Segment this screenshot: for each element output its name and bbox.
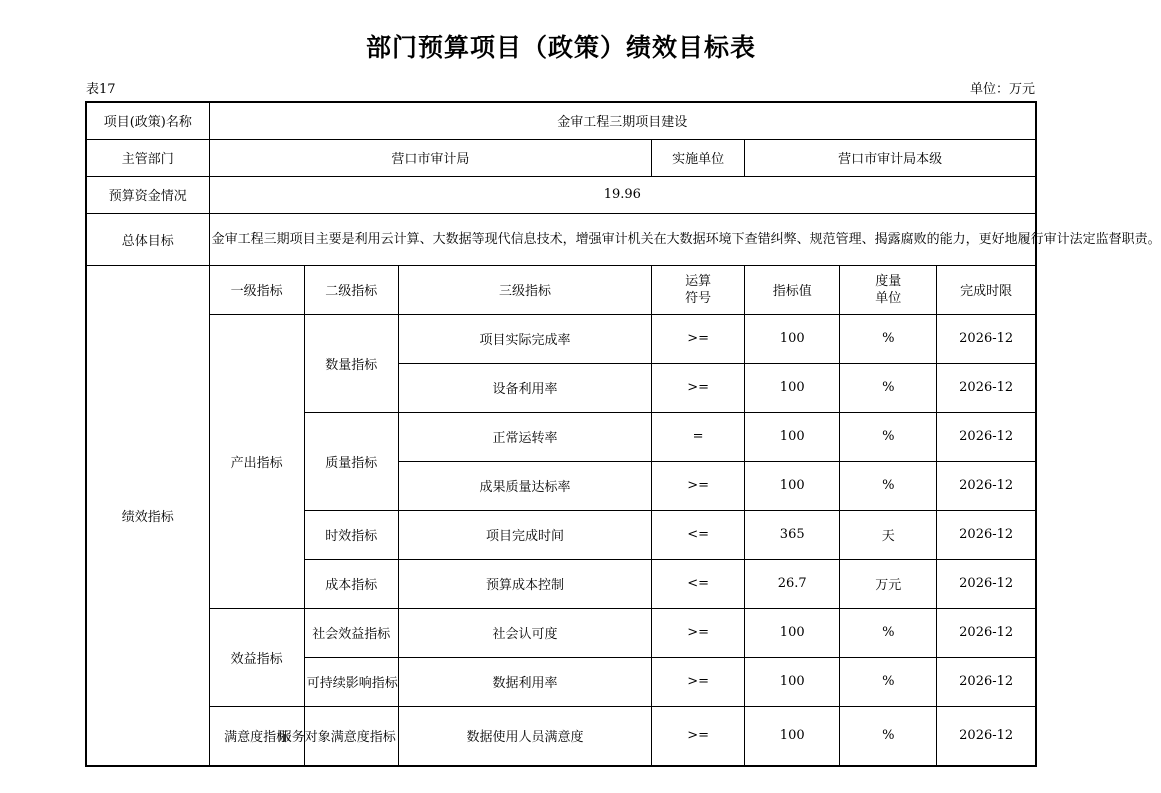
project-name-label: 项目(政策)名称: [86, 102, 209, 139]
dept-value: 营口市审计局: [209, 139, 651, 176]
group-service-label: 服务对象满意度指标: [278, 730, 396, 746]
header-unit: 度量 单位: [840, 265, 937, 314]
header-value: 指标值: [745, 265, 840, 314]
indicator-op: <=: [652, 559, 745, 608]
group-output: 产出指标: [209, 314, 304, 608]
table-row: [86, 706, 1036, 766]
budget-label: 预算资金情况: [86, 176, 209, 213]
indicator-name: 项目完成时间: [398, 510, 651, 559]
budget-row: [86, 176, 1036, 213]
indicator-name: 预算成本控制: [398, 559, 651, 608]
header-level2: 二级指标: [304, 265, 398, 314]
indicator-unit: %: [840, 608, 937, 657]
group-timeliness: 时效指标: [304, 510, 398, 559]
indicator-name: 设备利用率: [398, 363, 651, 412]
indicator-deadline: 2026-12: [937, 559, 1036, 608]
indicator-name: 社会认可度: [398, 608, 651, 657]
header-deadline: 完成时限: [937, 265, 1036, 314]
indicator-unit: 万元: [840, 559, 937, 608]
indicator-value: 100: [745, 706, 840, 766]
indicator-value: 100: [745, 608, 840, 657]
indicator-op: >=: [652, 461, 745, 510]
indicator-value: 100: [745, 461, 840, 510]
indicator-deadline: 2026-12: [937, 706, 1036, 766]
header-level1: 一级指标: [209, 265, 304, 314]
indicator-name: 数据使用人员满意度: [398, 706, 651, 766]
indicator-unit: 天: [840, 510, 937, 559]
indicator-op: >=: [652, 314, 745, 363]
unit-label: 单位：万元: [969, 82, 1035, 97]
indicator-unit: %: [840, 461, 937, 510]
indicator-value: 100: [745, 412, 840, 461]
table-row: [86, 608, 1036, 657]
dept-label: 主管部门: [86, 139, 209, 176]
project-name-value: 金审工程三期项目建设: [209, 102, 1036, 139]
goal-label: 总体目标: [86, 213, 209, 265]
indicator-name: 成果质量达标率: [398, 461, 651, 510]
group-cost: 成本指标: [304, 559, 398, 608]
indicator-unit: %: [840, 657, 937, 706]
indicator-unit: %: [840, 314, 937, 363]
header-op: 运算 符号: [652, 265, 745, 314]
indicator-op: >=: [652, 363, 745, 412]
page-title: 部门预算项目（政策）绩效目标表: [365, 33, 756, 62]
perf-label: 绩效指标: [86, 265, 209, 766]
group-satisfaction: 满意度指标: [209, 706, 304, 766]
impl-label: 实施单位: [652, 139, 745, 176]
indicator-deadline: 2026-12: [937, 657, 1036, 706]
group-benefit: 效益指标: [209, 608, 304, 706]
indicator-deadline: 2026-12: [937, 314, 1036, 363]
department-row: [86, 139, 1036, 176]
indicator-value: 365: [745, 510, 840, 559]
indicator-unit: %: [840, 363, 937, 412]
header-row: [86, 265, 1036, 314]
indicator-unit: %: [840, 412, 937, 461]
goal-text: 金审工程三期项目主要是利用云计算、大数据等现代信息技术，增强审计机关在大数据环境下查错纠弊、规范管理、揭露腐败的能力，更好地履行审计法定监督职责。: [209, 213, 1036, 265]
indicator-op: >=: [652, 608, 745, 657]
group-sustainable: 可持续影响指标: [304, 657, 398, 706]
indicator-op: >=: [652, 706, 745, 766]
project-name-row: [86, 102, 1036, 139]
indicator-value: 100: [745, 657, 840, 706]
group-quantity: 数量指标: [304, 314, 398, 412]
indicator-op: <=: [652, 510, 745, 559]
group-service: [278, 706, 398, 766]
indicator-deadline: 2026-12: [937, 608, 1036, 657]
indicator-deadline: 2026-12: [937, 461, 1036, 510]
indicator-op: >=: [652, 657, 745, 706]
indicator-deadline: 2026-12: [937, 363, 1036, 412]
indicator-value: 26.7: [745, 559, 840, 608]
group-social: 社会效益指标: [304, 608, 398, 657]
indicator-value: 100: [745, 314, 840, 363]
header-level3: 三级指标: [398, 265, 651, 314]
goal-row: [86, 213, 1036, 265]
indicator-deadline: 2026-12: [937, 510, 1036, 559]
table-row: [86, 314, 1036, 363]
performance-table: [85, 101, 1161, 767]
budget-value: 19.96: [209, 176, 1036, 213]
table-number: 表17: [86, 82, 116, 97]
indicator-name: 数据利用率: [398, 657, 651, 706]
indicator-value: 100: [745, 363, 840, 412]
impl-value: 营口市审计局本级: [745, 139, 1036, 176]
indicator-name: 正常运转率: [398, 412, 651, 461]
indicator-deadline: 2026-12: [937, 412, 1036, 461]
indicator-name: 项目实际完成率: [398, 314, 651, 363]
indicator-unit: %: [840, 706, 937, 766]
group-quality: 质量指标: [304, 412, 398, 510]
indicator-op: =: [652, 412, 745, 461]
